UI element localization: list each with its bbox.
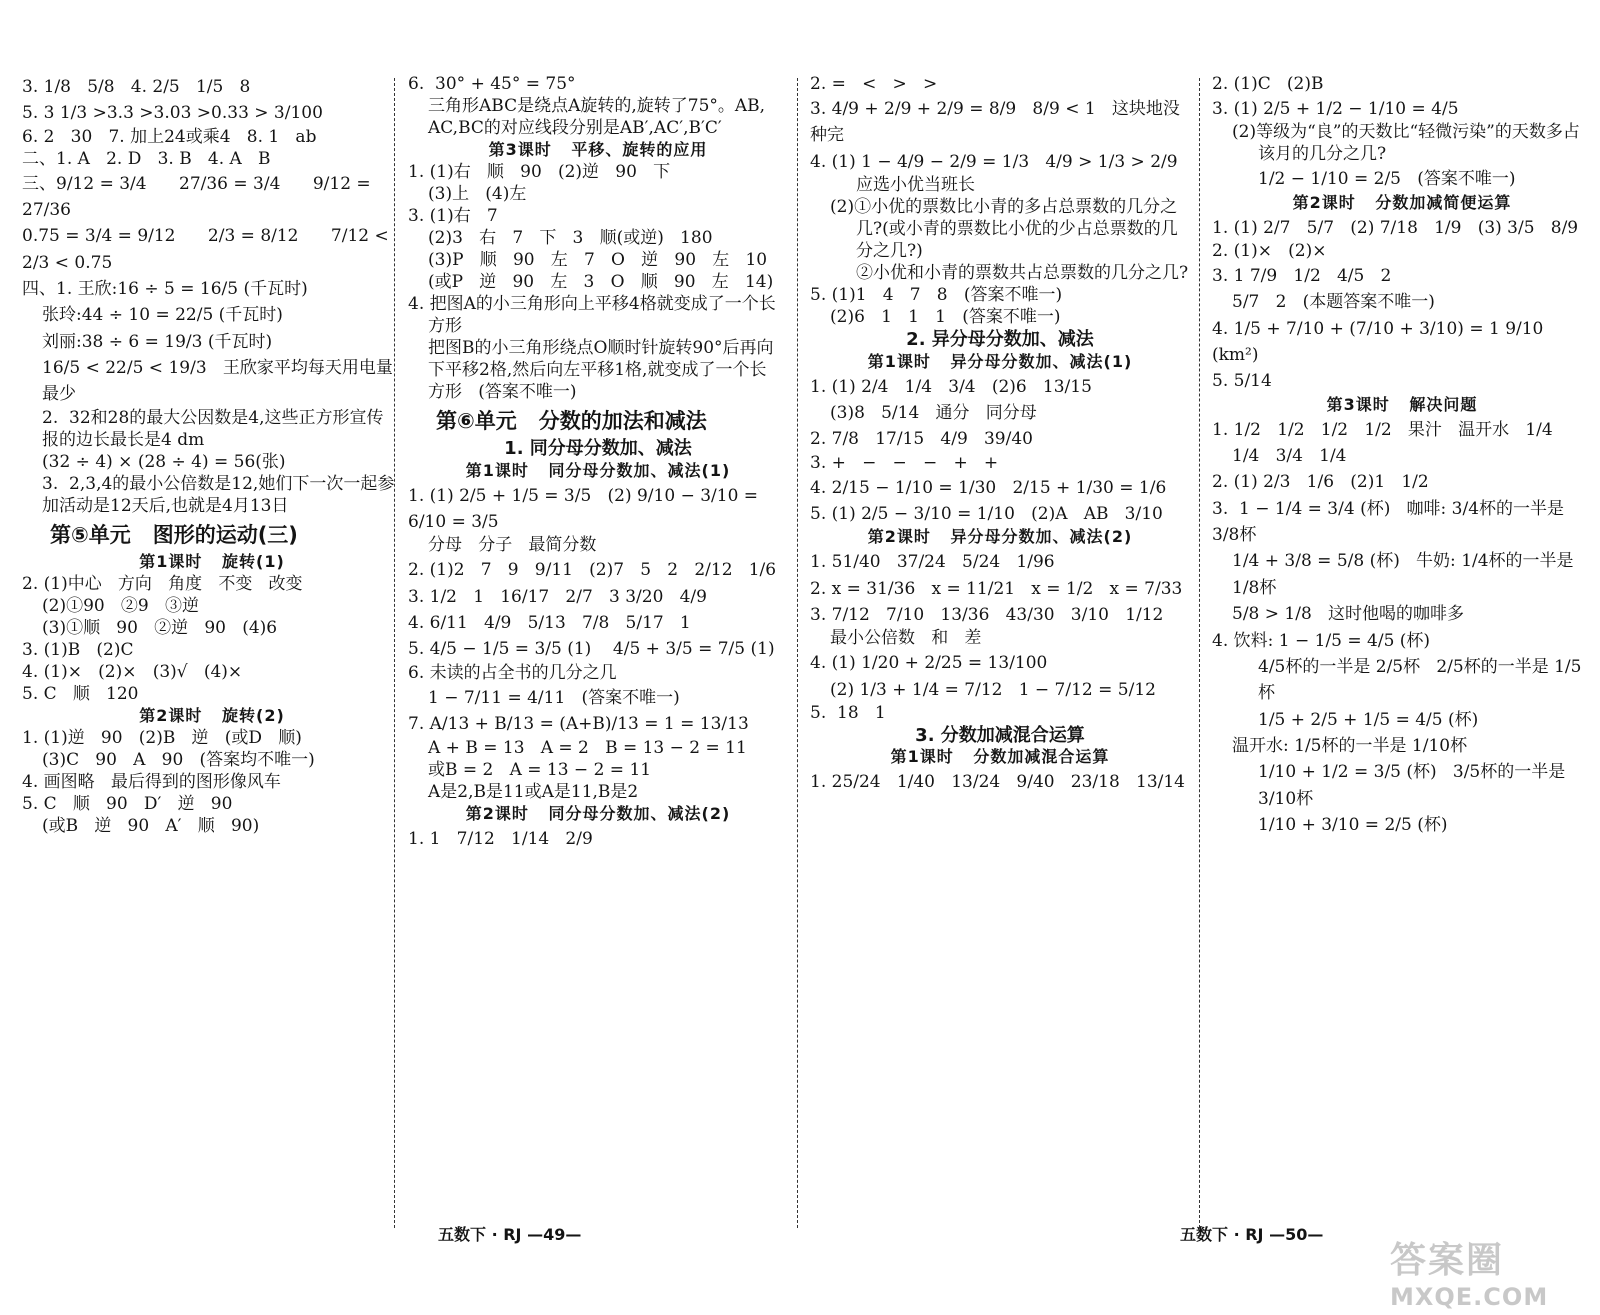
answer-line: 刘丽:38 ÷ 6 = 19/3 (千瓦时)	[42, 331, 273, 352]
answer-line: 5. 3 1/3 >3.3 >3.03 >0.33 > 3/100	[22, 103, 323, 124]
answer-line: 6. 未读的占全书的几分之几	[408, 662, 617, 683]
lesson-heading: 第1课时 异分母分数加、减法(1)	[867, 351, 1133, 371]
answer-line: 2. 7/8 17/15 4/9 39/40	[810, 429, 1033, 450]
lesson-heading: 第2课时 旋转(2)	[139, 706, 285, 726]
answer-line: 分之几?)	[856, 241, 923, 262]
answer-line: (2)①小优的票数比小青的多占总票数的几分之	[830, 197, 1178, 218]
answer-line: (或P 逆 90 左 3 O 顺 90 左 14)	[428, 272, 774, 292]
answer-line: 4. (1) 1/20 + 2/25 = 13/100	[810, 653, 1048, 674]
section-heading: 1. 同分母分数加、减法	[504, 438, 692, 460]
answer-line: 0.75 = 3/4 = 9/12 2/3 = 8/12 7/12 < 2/3 < 0.75	[22, 226, 395, 273]
answer-line: A是2,B是11或A是11,B是2	[428, 781, 639, 802]
answer-line: 2. (1)2 7 9 9/11 (2)7 5 2 2/12 1/6	[408, 560, 777, 581]
answer-line: 3. 1 7/9 1/2 4/5 2	[1212, 266, 1392, 287]
answer-line: 3. (1) 2/5 + 1/2 − 1/10 = 4/5	[1212, 99, 1459, 119]
answer-line: 三、9/12 = 3/4 27/36 = 3/4 9/12 = 27/36	[22, 173, 377, 221]
answer-line: 报的边长最长是4 dm	[42, 429, 205, 450]
answer-line: 3. 2,3,4的最小公倍数是12,她们下一次一起参	[42, 473, 395, 494]
answer-line: 1 − 7/11 = 4/11 (答案不唯一)	[428, 687, 680, 708]
column-4	[1212, 74, 1592, 1229]
answer-line: 2. (1)中心 方向 角度 不变 改变	[22, 574, 303, 595]
lesson-heading: 第1课时 分数加减混合运算	[890, 747, 1110, 767]
column-divider	[1199, 78, 1200, 1228]
answer-line: 1/10 + 3/10 = 2/5 (杯)	[1258, 814, 1448, 835]
answer-line: 1. 51/40 37/24 5/24 1/96	[810, 552, 1055, 573]
answer-line: AC,BC的对应线段分别是AB′,AC′,B′C′	[428, 118, 722, 138]
answer-line: 4. 2/15 − 1/10 = 1/30 2/15 + 1/30 = 1/6	[810, 477, 1167, 498]
column-3	[810, 74, 1190, 1229]
answer-line: 4. (1) 1 − 4/9 − 2/9 = 1/3 4/9 > 1/3 > 2/9	[810, 151, 1178, 172]
answer-line: 3. (1)B (2)C	[22, 640, 134, 661]
watermark-logo: 答案圈	[1390, 1240, 1505, 1281]
answer-line: 四、1. 王欣:16 ÷ 5 = 16/5 (千瓦时)	[22, 279, 308, 300]
answer-line: 4. (1)× (2)× (3)√ (4)×	[22, 662, 243, 683]
answer-line: 或B = 2 A = 13 − 2 = 11	[428, 759, 652, 780]
answer-line: 5. (1) 2/5 − 3/10 = 1/10 (2)A AB 3/10	[810, 503, 1163, 524]
answer-line: A + B = 13 A = 2 B = 13 − 2 = 11	[428, 737, 747, 758]
answer-line: 3. 4/9 + 2/9 + 2/9 = 8/9 8/9 < 1 这块地没种完	[810, 99, 1180, 146]
answer-line: 最小公倍数 和 差	[830, 628, 982, 649]
answer-line: 3. + − − − + +	[810, 452, 999, 473]
answer-line: 4/5杯的一半是 2/5杯 2/5杯的一半是 1/5杯	[1258, 656, 1582, 704]
answer-line: 温开水: 1/5杯的一半是 1/10杯	[1232, 735, 1468, 756]
answer-line: (2)6 1 1 1 (答案不唯一)	[830, 307, 1061, 328]
lesson-heading: 第2课时 异分母分数加、减法(2)	[867, 527, 1133, 547]
answer-line: 该月的几分之几?	[1258, 144, 1387, 165]
answer-line: 应选小优当班长	[856, 175, 975, 196]
answer-line: (或B 逆 90 A′ 顺 90)	[42, 816, 260, 837]
answer-line: (3)上 (4)左	[428, 184, 527, 204]
answer-line: 方形 (答案不唯一)	[428, 382, 577, 402]
answer-line: (3)①顺 90 ②逆 90 (4)6	[42, 618, 278, 639]
answer-line: 方形	[428, 316, 462, 336]
answer-line: 3. 1/8 5/8 4. 2/5 1/5 8	[22, 77, 251, 97]
page-footer-right: 五数下 · RJ —50—	[1180, 1225, 1324, 1244]
watermark-url: MXQE.COM	[1390, 1283, 1549, 1311]
lesson-heading: 第3课时 平移、旋转的应用	[488, 140, 708, 159]
answer-line: 1. (1) 2/7 5/7 (2) 7/18 1/9 (3) 3/5 8/9	[1212, 217, 1579, 238]
page-footer-left: 五数下 · RJ —49—	[438, 1225, 582, 1244]
answer-line: 4. 把图A的小三角形向上平移4格就变成了一个长	[408, 294, 776, 314]
answer-line: (3)8 5/14 通分 同分母	[830, 402, 1037, 423]
answer-line: (32 ÷ 4) × (28 ÷ 4) = 56(张)	[42, 451, 286, 472]
answer-line: 1/5 + 2/5 + 1/5 = 4/5 (杯)	[1258, 709, 1479, 730]
answer-line: 下平移2格,然后向左平移1格,就变成了一个长	[428, 360, 767, 380]
answer-line: 几?(或小青的票数比小优的少占总票数的几	[856, 219, 1178, 240]
answer-line: 3. 1/2 1 16/17 2/7 3 3/20 4/9	[408, 586, 707, 607]
answer-line: 2. (1)× (2)×	[1212, 241, 1327, 262]
answer-line: (3)C 90 A 90 (答案均不唯一)	[42, 750, 315, 771]
answer-line: 1. (1) 2/5 + 1/5 = 3/5 (2) 9/10 − 3/10 = 6/10 = 3/5	[408, 485, 764, 533]
answer-line: 7. A/13 + B/13 = (A+B)/13 = 1 = 13/13	[408, 714, 749, 735]
answer-line: 1. (1) 2/4 1/4 3/4 (2)6 13/15	[810, 376, 1092, 397]
answer-line: 5. 18 1	[810, 702, 886, 723]
answer-line: 3. 1 − 1/4 = 3/4 (杯) 咖啡: 3/4杯的一半是 3/8杯	[1212, 498, 1570, 546]
section-heading: 2. 异分母分数加、减法	[906, 329, 1094, 351]
section-heading: 3. 分数加减混合运算	[915, 724, 1085, 746]
answer-line: 3. 7/12 7/10 13/36 43/30 3/10 1/12	[810, 604, 1164, 625]
unit-heading: 第⑤单元 图形的运动(三)	[50, 522, 298, 547]
lesson-heading: 第1课时 旋转(1)	[139, 552, 285, 572]
answer-line: 2. (1)C (2)B	[1212, 74, 1324, 94]
answer-line: 分母 分子 最简分数	[428, 535, 597, 556]
answer-line: 4. 6/11 4/9 5/13 7/8 5/17 1	[408, 613, 691, 634]
answer-line: 1/2 − 1/10 = 2/5 (答案不唯一)	[1258, 169, 1516, 190]
answer-line: (3)P 顺 90 左 7 O 逆 90 左 10	[428, 250, 768, 270]
answer-line: 1. 1 7/12 1/14 2/9	[408, 828, 593, 849]
unit-heading: 第⑥单元 分数的加法和减法	[436, 409, 707, 433]
answer-line: 1. (1)逆 90 (2)B 逆 (或D 顺)	[22, 728, 302, 749]
answer-line: 4. 1/5 + 7/10 + (7/10 + 3/10) = 1 9/10 (km²)	[1212, 318, 1549, 366]
answer-line: 加活动是12天后,也就是4月13日	[42, 495, 289, 516]
answer-line: (2)3 右 7 下 3 顺(或逆) 180	[428, 228, 713, 248]
column-2	[408, 74, 788, 1229]
answer-line: 二、1. A 2. D 3. B 4. A B	[22, 148, 271, 169]
answer-line: 2. = < > >	[810, 74, 938, 94]
answer-line: 2. 32和28的最大公因数是4,这些正方形宣传	[42, 407, 384, 428]
column-divider	[394, 78, 395, 1228]
answer-line: 1. 1/2 1/2 1/2 1/2 果汁 温开水 1/4	[1212, 419, 1553, 440]
lesson-heading: 第2课时 分数加减简便运算	[1292, 192, 1512, 212]
column-1	[22, 74, 402, 1229]
answer-line: 6. 2 30 7. 加上24或乘4 8. 1 ab	[22, 126, 317, 147]
watermark	[1390, 1232, 1548, 1311]
answer-line: 1. (1)右 顺 90 (2)逆 90 下	[408, 162, 671, 182]
answer-line: 5. 4/5 − 1/5 = 3/5 (1) 4/5 + 3/5 = 7/5 (1)	[408, 639, 775, 660]
answer-line: ②小优和小青的票数共占总票数的几分之几?	[856, 263, 1189, 284]
answer-line: 把图B的小三角形绕点O顺时针旋转90°后再向	[428, 338, 774, 358]
lesson-heading: 第3课时 解决问题	[1326, 394, 1478, 414]
answer-line: 16/5 < 22/5 < 19/3 王欣家平均每天用电量最少	[42, 358, 393, 405]
answer-line: 1/4 + 3/8 = 5/8 (杯) 牛奶: 1/4杯的一半是 1/8杯	[1232, 551, 1579, 598]
answer-line: 2. x = 31/36 x = 11/21 x = 1/2 x = 7/33	[810, 578, 1183, 599]
answer-line: 4. 画图略 最后得到的图形像风车	[22, 772, 281, 793]
answer-line: 1/4 3/4 1/4	[1232, 446, 1347, 467]
answer-line: 1. 25/24 1/40 13/24 9/40 23/18 13/14	[810, 772, 1185, 793]
answer-line: 2. (1) 2/3 1/6 (2)1 1/2	[1212, 472, 1429, 493]
answer-line: 5/8 > 1/8 这时他喝的咖啡多	[1232, 604, 1464, 625]
answer-line: 5/7 2 (本题答案不唯一)	[1232, 292, 1435, 313]
answer-line: 6. 30° + 45° = 75°	[408, 74, 576, 94]
answer-line: 4. 饮料: 1 − 1/5 = 4/5 (杯)	[1212, 630, 1431, 651]
answer-line: (2)①90 ②9 ③逆	[42, 596, 199, 617]
answer-line: 张玲:44 ÷ 10 = 22/5 (千瓦时)	[42, 305, 283, 326]
answer-line: (2)等级为“良”的天数比“轻微污染”的天数多占	[1232, 122, 1580, 143]
lesson-heading: 第2课时 同分母分数加、减法(2)	[465, 803, 731, 823]
answer-line: 5. (1)1 4 7 8 (答案不唯一)	[810, 285, 1063, 306]
answer-line: 3. (1)右 7	[408, 206, 498, 226]
answer-line: 1/10 + 1/2 = 3/5 (杯) 3/5杯的一半是 3/10杯	[1258, 762, 1571, 809]
answer-line: 5. C 顺 90 D′ 逆 90	[22, 794, 233, 815]
answer-line: (2) 1/3 + 1/4 = 7/12 1 − 7/12 = 5/12	[830, 679, 1156, 700]
lesson-heading: 第1课时 同分母分数加、减法(1)	[465, 460, 731, 480]
answer-line: 5. C 顺 120	[22, 684, 139, 705]
column-divider	[797, 78, 798, 1228]
answer-line: 三角形ABC是绕点A旋转的,旋转了75°。AB,	[428, 96, 766, 116]
answer-line: 5. 5/14	[1212, 371, 1272, 392]
